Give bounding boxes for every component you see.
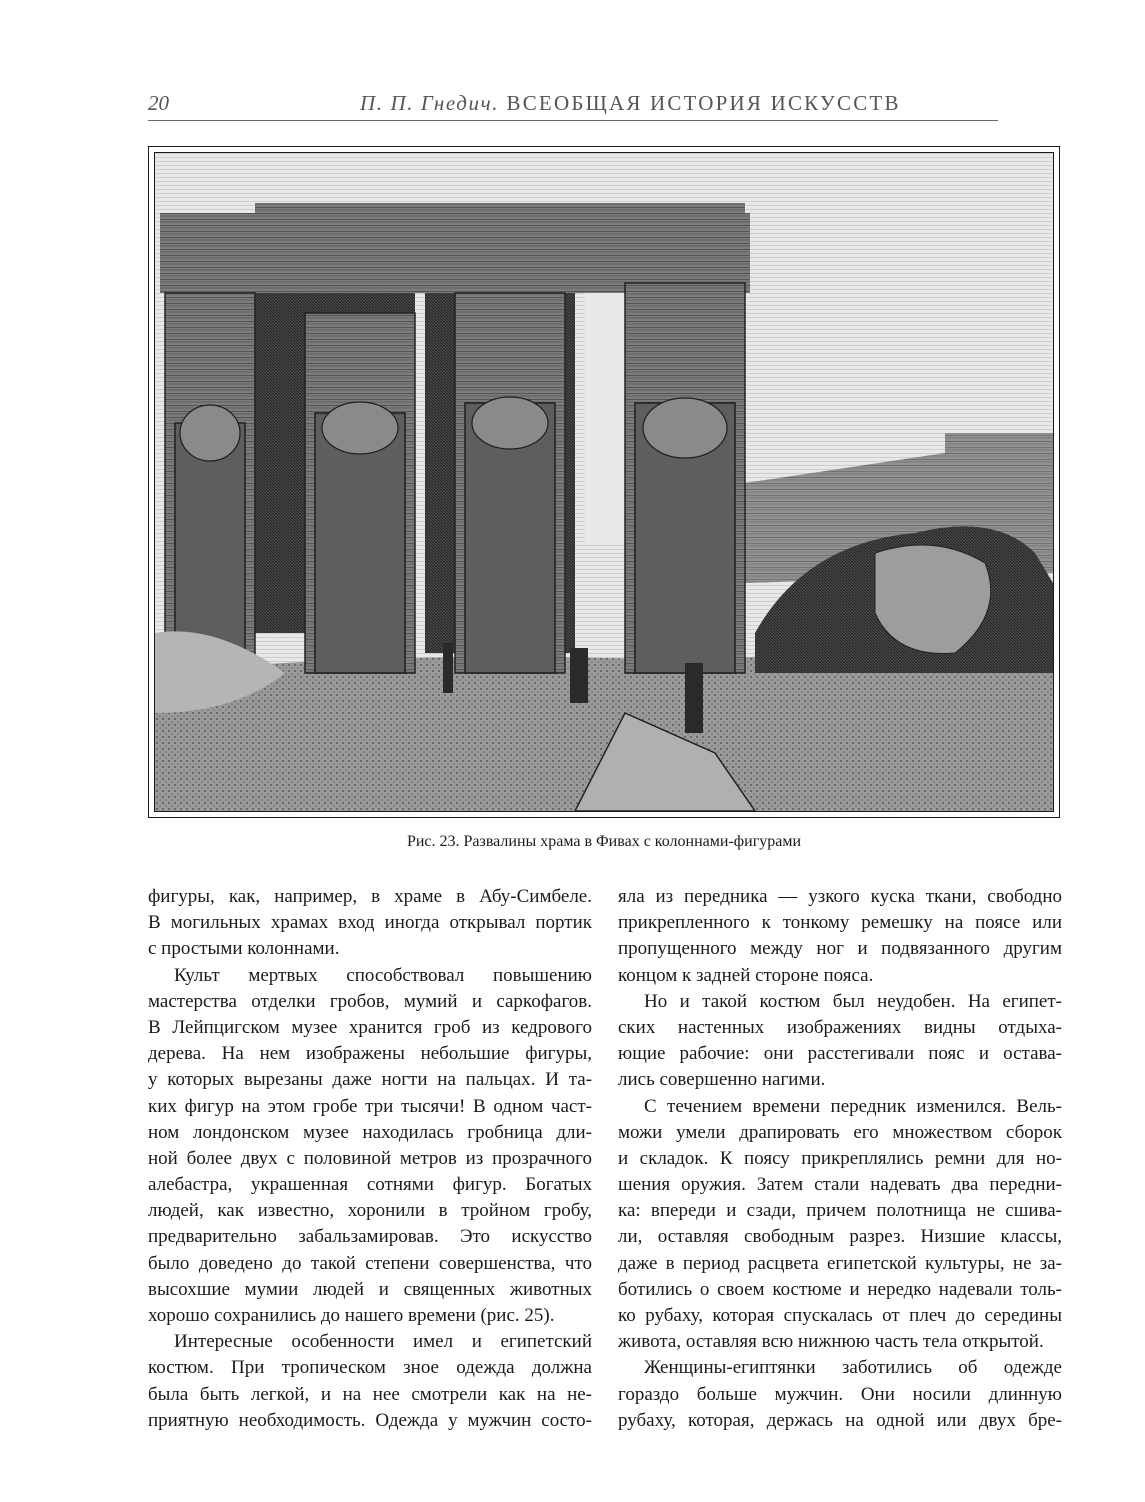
text-line: яла из передника — узкого куска ткани, свободно bbox=[618, 886, 1062, 907]
text-line: мастерства отделки гробов, мумий и саркофагов. bbox=[148, 990, 592, 1012]
running-title bbox=[360, 91, 1000, 116]
text-line: ботились о своем костюме и нередко надевали толь- bbox=[618, 1278, 1062, 1300]
text-line: ких фигур на этом гробе три тысячи! В одном част- bbox=[148, 1095, 592, 1117]
book-title: ВСЕОБЩАЯ ИСТОРИЯ ИСКУССТВ bbox=[506, 91, 901, 115]
text-line: ка: впереди и сзади, причем полотнища не сшива- bbox=[618, 1200, 1062, 1222]
text-line: приятную необходимость. Одежда у мужчин состо- bbox=[148, 1409, 592, 1431]
figure-caption: Рис. 23. Развалины храма в Фивах с колоннами-фигурами bbox=[406, 833, 802, 850]
text-line: с простыми колоннами. bbox=[148, 938, 340, 960]
text-line: даже в период расцвета египетской культуры, не за- bbox=[618, 1252, 1062, 1274]
text-line: ли, оставляя свободным разрез. Низшие классы, bbox=[618, 1226, 1062, 1248]
text-line: Интересные особенности имел и египетский bbox=[174, 1331, 592, 1353]
text-line: фигуры, как, например, в храме в Абу-Симбеле. bbox=[148, 886, 592, 907]
text-line: алебастра, украшенная сотнями фигур. Богатых bbox=[148, 1174, 592, 1196]
text-line: лись совершенно нагими. bbox=[618, 1069, 826, 1091]
text-line: людей, как известно, хоронили в тройном гробу, bbox=[148, 1200, 592, 1222]
text-line: ной более двух с половиной метров из прозрачного bbox=[148, 1147, 592, 1169]
page-number: 20 bbox=[148, 91, 169, 115]
text-line: высохшие мумии людей и священных животных bbox=[148, 1278, 592, 1300]
text-line: пропущенного между ног и подвязанного другим bbox=[618, 938, 1062, 960]
text-line: Но и такой костюм был неудобен. На египет- bbox=[644, 990, 1062, 1012]
text-column-left bbox=[148, 884, 592, 1434]
text-line: Женщины-египтянки заботились об одежде bbox=[644, 1357, 1062, 1379]
text-line: шения оружия. Затем стали надевать два передни- bbox=[618, 1174, 1062, 1196]
text-line: рубаху, которая, держась на одной или двух бре- bbox=[618, 1409, 1062, 1431]
text-line: у которых вырезаны даже ногти на пальцах. И та- bbox=[148, 1069, 592, 1091]
author-name: П. П. Гнедич. bbox=[360, 91, 500, 115]
text-line: можи умели драпировать его множеством сборок bbox=[618, 1121, 1062, 1143]
text-line: дерева. На нем изображены небольшие фигуры, bbox=[148, 1043, 592, 1065]
text-line: костюм. При тропическом зное одежда должна bbox=[148, 1357, 592, 1379]
text-line: хорошо сохранились до нашего времени (рис. 25). bbox=[148, 1305, 555, 1326]
text-line: ющие рабочие: они расстегивали пояс и остава- bbox=[618, 1043, 1062, 1065]
text-line: Культ мертвых способствовал повышению bbox=[174, 964, 592, 986]
text-line: В могильных храмах вход иногда открывал портик bbox=[148, 912, 592, 934]
text-line: прикрепленного к тонкому ремешку на поясе или bbox=[618, 912, 1062, 934]
text-line: была быть легкой, и на нее смотрели как на не- bbox=[148, 1383, 592, 1405]
figure-frame bbox=[148, 146, 1060, 818]
text-line: концом к задней стороне пояса. bbox=[618, 964, 874, 986]
text-line: В Лейпцигском музее хранится гроб из кедрового bbox=[148, 1016, 592, 1038]
text-line: ном лондонском музее находилась гробница дли- bbox=[148, 1121, 592, 1143]
text-line: и складок. К поясу прикреплялись ремни для но- bbox=[618, 1147, 1062, 1169]
text-column-right bbox=[618, 884, 1062, 1434]
text-line: С течением времени передник изменился. Вель- bbox=[644, 1095, 1062, 1117]
text-line: ко рубаху, которая спускалась от плеч до середины bbox=[618, 1305, 1062, 1326]
text-line: живота, оставляя всю нижнюю часть тела открытой. bbox=[618, 1331, 1044, 1353]
text-line: было доведено до такой степени совершенства, что bbox=[148, 1252, 592, 1274]
text-line: предварительно забальзамировав. Это искусство bbox=[148, 1226, 592, 1248]
text-line: ских настенных изображениях видны отдыха- bbox=[618, 1016, 1062, 1038]
text-line: гораздо больше мужчин. Они носили длинную bbox=[618, 1383, 1062, 1405]
temple-ruins-illustration bbox=[154, 152, 1054, 812]
running-head bbox=[148, 86, 998, 121]
